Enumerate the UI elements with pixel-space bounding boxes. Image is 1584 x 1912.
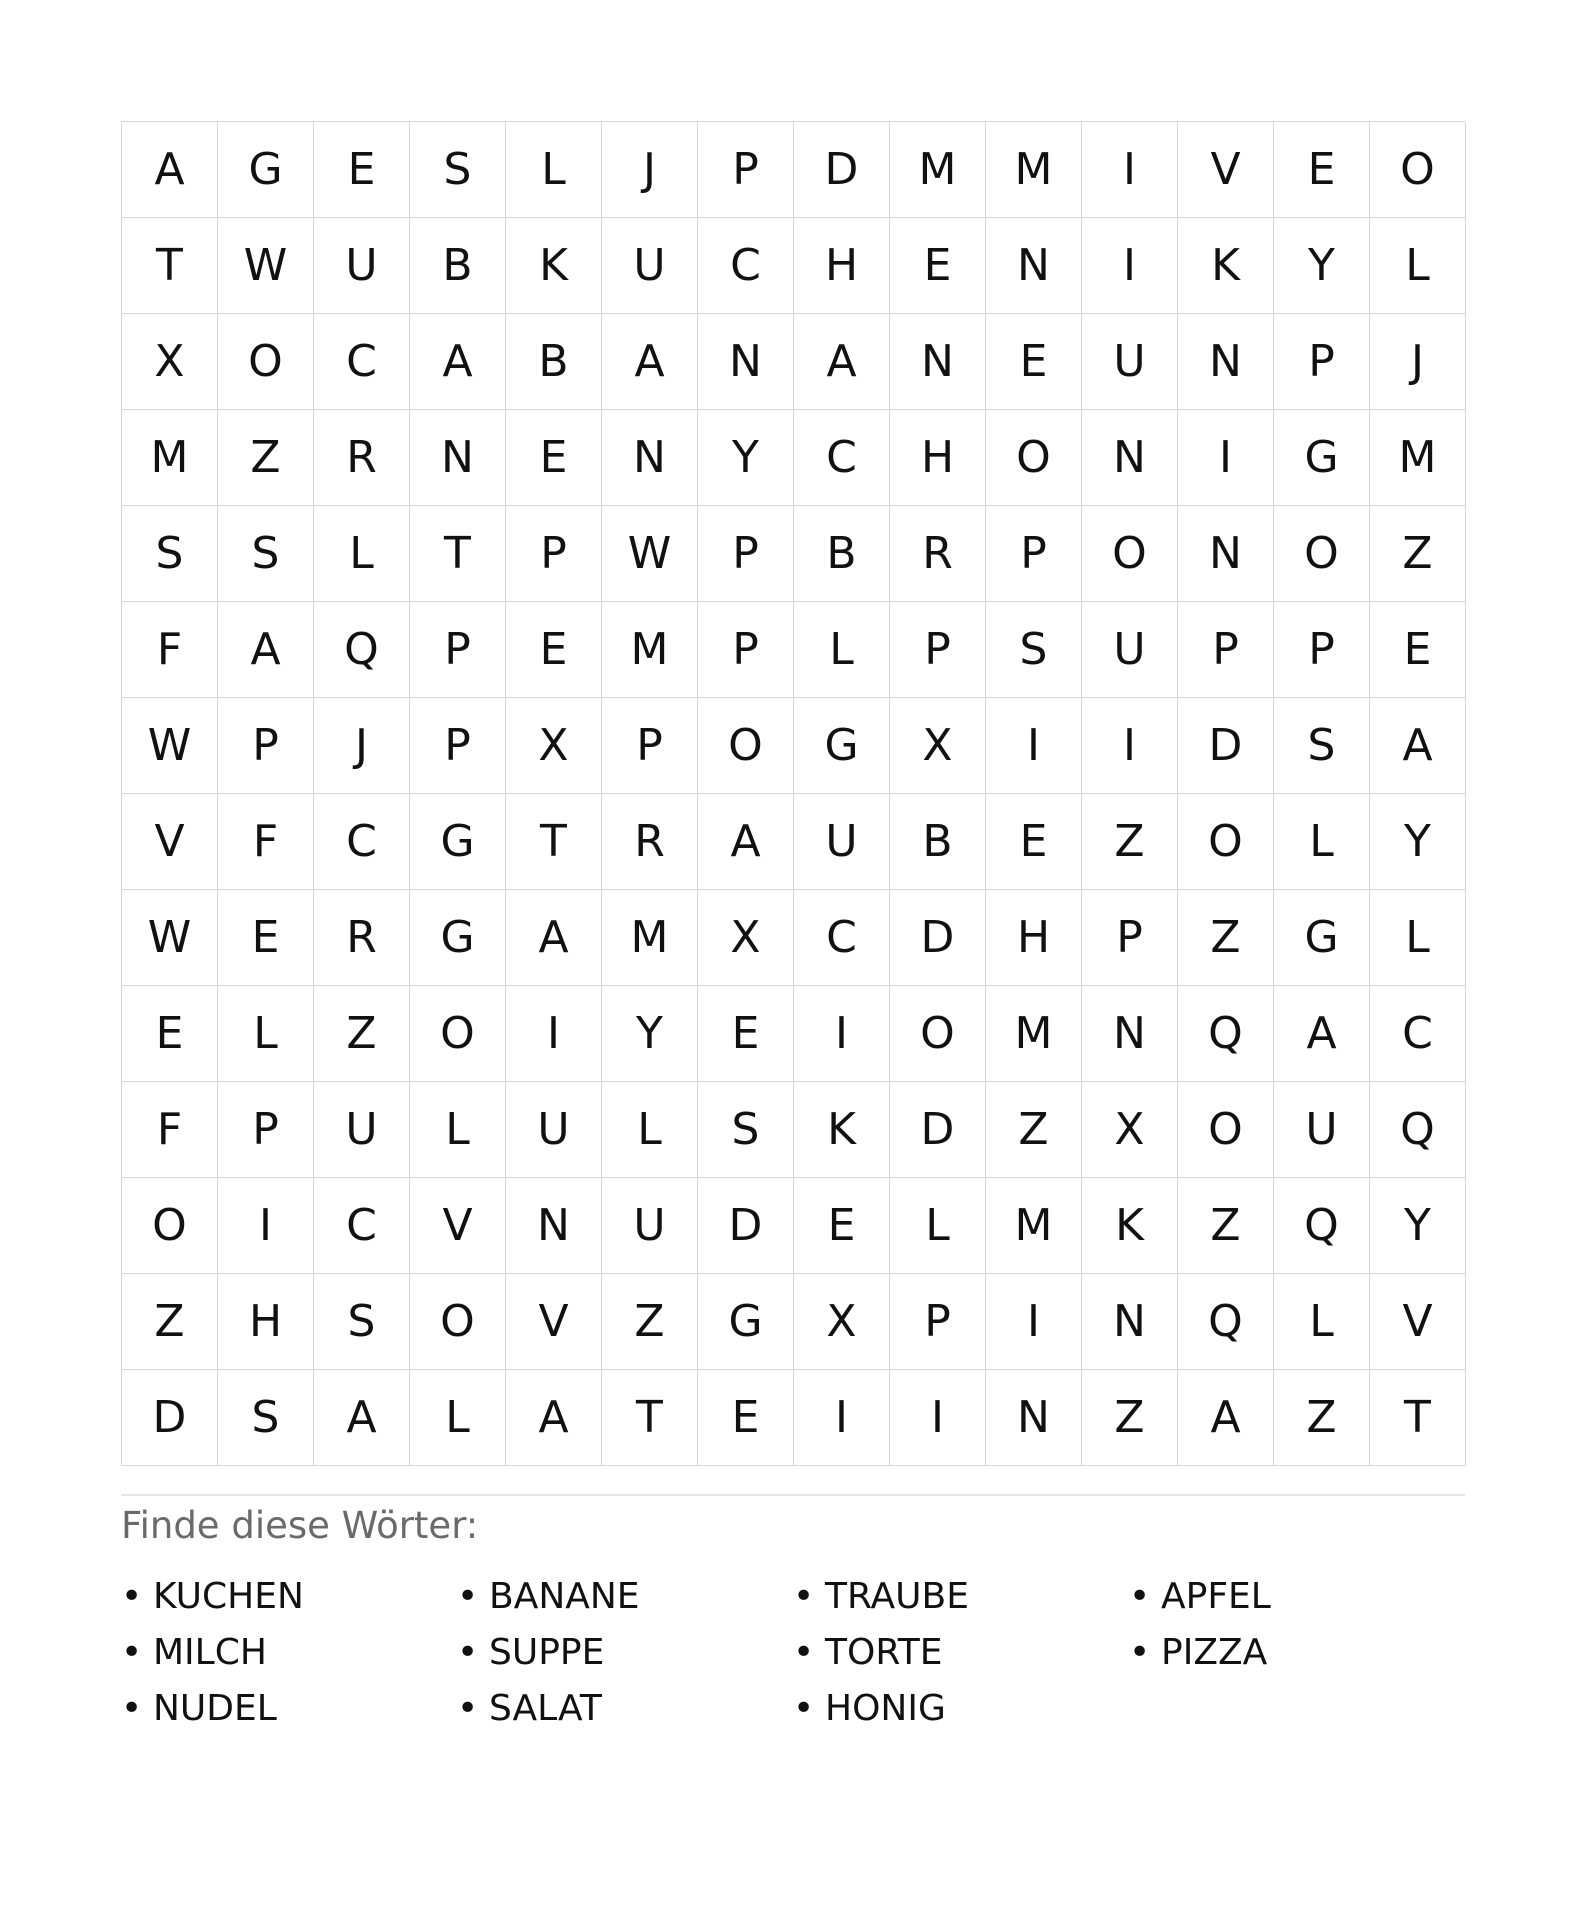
grid-cell[interactable]: O	[1082, 506, 1178, 602]
grid-cell[interactable]: A	[314, 1370, 410, 1466]
grid-cell[interactable]: L	[1274, 1274, 1370, 1370]
grid-cell[interactable]: N	[602, 410, 698, 506]
grid-cell[interactable]: L	[1370, 890, 1466, 986]
grid-cell[interactable]: X	[506, 698, 602, 794]
grid-cell[interactable]: R	[314, 890, 410, 986]
grid-cell[interactable]: R	[890, 506, 986, 602]
grid-cell[interactable]: A	[122, 122, 218, 218]
grid-cell[interactable]: L	[218, 986, 314, 1082]
grid-cell[interactable]: N	[410, 410, 506, 506]
grid-cell[interactable]: I	[986, 1274, 1082, 1370]
grid-cell[interactable]: H	[890, 410, 986, 506]
grid-cell[interactable]: Y	[602, 986, 698, 1082]
grid-cell[interactable]: Z	[1274, 1370, 1370, 1466]
grid-cell[interactable]: V	[1370, 1274, 1466, 1370]
grid-cell[interactable]: K	[1178, 218, 1274, 314]
grid-cell[interactable]: S	[314, 1274, 410, 1370]
grid-cell[interactable]: O	[122, 1178, 218, 1274]
grid-cell[interactable]: N	[1178, 506, 1274, 602]
grid-cell[interactable]: M	[890, 122, 986, 218]
grid-cell[interactable]: W	[122, 890, 218, 986]
grid-cell[interactable]: X	[794, 1274, 890, 1370]
grid-cell[interactable]: O	[698, 698, 794, 794]
grid-cell[interactable]: D	[890, 890, 986, 986]
grid-cell[interactable]: O	[410, 986, 506, 1082]
grid-cell[interactable]: L	[890, 1178, 986, 1274]
grid-cell[interactable]: K	[506, 218, 602, 314]
grid-cell[interactable]: I	[890, 1370, 986, 1466]
grid-cell[interactable]: P	[1178, 602, 1274, 698]
word-list-item	[121, 1568, 457, 1624]
letter-grid	[121, 121, 1465, 1466]
grid-cell[interactable]: Z	[1178, 890, 1274, 986]
grid-cell[interactable]: C	[314, 314, 410, 410]
grid-cell[interactable]: I	[986, 698, 1082, 794]
grid-cell[interactable]: S	[218, 1370, 314, 1466]
grid-cell[interactable]: X	[122, 314, 218, 410]
grid-cell[interactable]: V	[506, 1274, 602, 1370]
grid-cell[interactable]: O	[986, 410, 1082, 506]
grid-cell[interactable]: P	[506, 506, 602, 602]
grid-cell[interactable]: U	[314, 1082, 410, 1178]
grid-cell[interactable]: E	[122, 986, 218, 1082]
grid-cell[interactable]: Z	[314, 986, 410, 1082]
grid-cell[interactable]: Q	[1178, 1274, 1274, 1370]
grid-cell[interactable]: E	[698, 1370, 794, 1466]
grid-cell[interactable]: G	[1274, 890, 1370, 986]
grid-cell[interactable]: N	[1082, 410, 1178, 506]
grid-cell[interactable]: Z	[1370, 506, 1466, 602]
grid-cell[interactable]: E	[1274, 122, 1370, 218]
grid-cell[interactable]: L	[602, 1082, 698, 1178]
grid-cell[interactable]: N	[1178, 314, 1274, 410]
grid-cell[interactable]: C	[1370, 986, 1466, 1082]
grid-cell[interactable]: B	[506, 314, 602, 410]
grid-cell[interactable]: C	[698, 218, 794, 314]
grid-cell[interactable]: X	[890, 698, 986, 794]
word-label: PIZZA	[1161, 1631, 1268, 1673]
grid-cell[interactable]: P	[602, 698, 698, 794]
bullet-icon: •	[121, 1631, 143, 1673]
grid-cell[interactable]: I	[218, 1178, 314, 1274]
grid-cell[interactable]: U	[1274, 1082, 1370, 1178]
grid-cell[interactable]: A	[410, 314, 506, 410]
grid-cell[interactable]: S	[986, 602, 1082, 698]
grid-cell[interactable]: E	[218, 890, 314, 986]
grid-cell[interactable]: T	[410, 506, 506, 602]
grid-cell[interactable]: R	[314, 410, 410, 506]
grid-cell[interactable]: U	[602, 218, 698, 314]
word-list-item	[793, 1680, 1129, 1736]
grid-cell[interactable]: E	[1370, 602, 1466, 698]
grid-cell[interactable]: E	[986, 314, 1082, 410]
grid-cell[interactable]: K	[1082, 1178, 1178, 1274]
grid-cell[interactable]: A	[1370, 698, 1466, 794]
grid-cell[interactable]: P	[698, 602, 794, 698]
grid-cell[interactable]: G	[218, 122, 314, 218]
grid-cell[interactable]: Y	[1274, 218, 1370, 314]
bullet-icon: •	[793, 1575, 815, 1617]
grid-cell[interactable]: Z	[218, 410, 314, 506]
grid-cell[interactable]: F	[122, 1082, 218, 1178]
bullet-icon: •	[1129, 1575, 1151, 1617]
word-search-puzzle	[121, 121, 1465, 1736]
grid-cell[interactable]: A	[506, 890, 602, 986]
grid-cell[interactable]: B	[890, 794, 986, 890]
grid-cell[interactable]: E	[698, 986, 794, 1082]
grid-cell[interactable]: I	[1082, 698, 1178, 794]
grid-cell[interactable]: F	[218, 794, 314, 890]
grid-cell[interactable]: M	[986, 986, 1082, 1082]
grid-cell[interactable]: P	[1274, 314, 1370, 410]
grid-cell[interactable]: O	[410, 1274, 506, 1370]
word-label: MILCH	[153, 1631, 267, 1673]
grid-cell[interactable]: W	[602, 506, 698, 602]
grid-cell[interactable]: S	[410, 122, 506, 218]
grid-cell[interactable]: G	[698, 1274, 794, 1370]
word-list-item	[1129, 1624, 1465, 1680]
grid-cell[interactable]: H	[986, 890, 1082, 986]
grid-cell[interactable]: O	[890, 986, 986, 1082]
grid-cell[interactable]: S	[1274, 698, 1370, 794]
grid-cell[interactable]: Q	[1178, 986, 1274, 1082]
bullet-icon: •	[457, 1575, 479, 1617]
grid-cell[interactable]: G	[794, 698, 890, 794]
grid-cell[interactable]: P	[986, 506, 1082, 602]
grid-cell[interactable]: A	[506, 1370, 602, 1466]
word-list-item	[1129, 1568, 1465, 1624]
grid-cell[interactable]: L	[314, 506, 410, 602]
word-label: TORTE	[825, 1631, 943, 1673]
word-list-item	[457, 1568, 793, 1624]
word-list-item	[457, 1624, 793, 1680]
divider	[121, 1494, 1465, 1496]
word-label: BANANE	[489, 1575, 640, 1617]
grid-cell[interactable]: O	[1370, 122, 1466, 218]
grid-cell[interactable]: G	[410, 890, 506, 986]
grid-cell[interactable]: U	[1082, 602, 1178, 698]
grid-cell[interactable]: S	[698, 1082, 794, 1178]
grid-cell[interactable]: A	[698, 794, 794, 890]
bullet-icon: •	[457, 1631, 479, 1673]
grid-cell[interactable]: C	[794, 890, 890, 986]
grid-cell[interactable]: T	[602, 1370, 698, 1466]
grid-cell[interactable]: U	[314, 218, 410, 314]
grid-cell[interactable]: O	[218, 314, 314, 410]
grid-cell[interactable]: R	[602, 794, 698, 890]
grid-cell[interactable]: A	[1178, 1370, 1274, 1466]
word-list-item	[793, 1624, 1129, 1680]
grid-cell[interactable]: P	[410, 602, 506, 698]
word-label: TRAUBE	[825, 1575, 969, 1617]
word-label: APFEL	[1161, 1575, 1271, 1617]
grid-cell[interactable]: N	[1082, 986, 1178, 1082]
grid-cell[interactable]: G	[410, 794, 506, 890]
bullet-icon: •	[793, 1687, 815, 1729]
grid-cell[interactable]: D	[1178, 698, 1274, 794]
grid-cell[interactable]: X	[1082, 1082, 1178, 1178]
grid-cell[interactable]: N	[698, 314, 794, 410]
grid-cell[interactable]: S	[122, 506, 218, 602]
bullet-icon: •	[121, 1687, 143, 1729]
grid-cell[interactable]: P	[1274, 602, 1370, 698]
grid-cell[interactable]: V	[410, 1178, 506, 1274]
grid-cell[interactable]: U	[1082, 314, 1178, 410]
grid-cell[interactable]: W	[218, 218, 314, 314]
grid-cell[interactable]: A	[602, 314, 698, 410]
grid-cell[interactable]: U	[602, 1178, 698, 1274]
grid-cell[interactable]: O	[1178, 794, 1274, 890]
grid-cell[interactable]: E	[794, 1178, 890, 1274]
grid-cell[interactable]: L	[410, 1082, 506, 1178]
grid-cell[interactable]: P	[698, 122, 794, 218]
grid-cell[interactable]: T	[506, 794, 602, 890]
grid-cell[interactable]: G	[1274, 410, 1370, 506]
grid-cell[interactable]: X	[698, 890, 794, 986]
word-label: HONIG	[825, 1687, 946, 1729]
grid-cell[interactable]: C	[794, 410, 890, 506]
grid-cell[interactable]: N	[986, 1370, 1082, 1466]
grid-cell[interactable]: E	[314, 122, 410, 218]
bullet-icon: •	[121, 1575, 143, 1617]
grid-cell[interactable]: I	[794, 1370, 890, 1466]
word-list-item	[793, 1568, 1129, 1624]
grid-cell[interactable]: U	[506, 1082, 602, 1178]
grid-cell[interactable]: M	[122, 410, 218, 506]
grid-cell[interactable]: M	[1370, 410, 1466, 506]
grid-cell[interactable]: E	[506, 602, 602, 698]
grid-cell[interactable]: Z	[602, 1274, 698, 1370]
grid-cell[interactable]: A	[794, 314, 890, 410]
bullet-icon: •	[1129, 1631, 1151, 1673]
grid-cell[interactable]: Q	[314, 602, 410, 698]
grid-cell[interactable]: I	[794, 986, 890, 1082]
grid-cell[interactable]: P	[1082, 890, 1178, 986]
grid-cell[interactable]: T	[1370, 1370, 1466, 1466]
grid-cell[interactable]: Z	[1082, 1370, 1178, 1466]
grid-cell[interactable]: Y	[1370, 794, 1466, 890]
grid-cell[interactable]: P	[890, 1274, 986, 1370]
grid-cell[interactable]: E	[890, 218, 986, 314]
grid-cell[interactable]: I	[1178, 410, 1274, 506]
grid-cell[interactable]: E	[506, 410, 602, 506]
grid-cell[interactable]: I	[1082, 122, 1178, 218]
grid-cell[interactable]: V	[122, 794, 218, 890]
grid-cell[interactable]: O	[1178, 1082, 1274, 1178]
grid-cell[interactable]: N	[986, 218, 1082, 314]
grid-cell[interactable]: L	[1274, 794, 1370, 890]
grid-cell[interactable]: J	[1370, 314, 1466, 410]
grid-cell[interactable]: L	[1370, 218, 1466, 314]
grid-cell[interactable]: E	[986, 794, 1082, 890]
grid-cell[interactable]: N	[890, 314, 986, 410]
grid-cell[interactable]: L	[410, 1370, 506, 1466]
grid-cell[interactable]: C	[314, 1178, 410, 1274]
grid-cell[interactable]: M	[986, 122, 1082, 218]
grid-cell[interactable]: I	[506, 986, 602, 1082]
grid-cell[interactable]: Q	[1370, 1082, 1466, 1178]
grid-cell[interactable]: J	[314, 698, 410, 794]
grid-cell[interactable]: Y	[698, 410, 794, 506]
word-label: SALAT	[489, 1687, 602, 1729]
word-list	[121, 1568, 1465, 1736]
grid-cell[interactable]: P	[218, 698, 314, 794]
word-list-item	[121, 1680, 457, 1736]
grid-cell[interactable]: C	[314, 794, 410, 890]
grid-cell[interactable]: A	[1274, 986, 1370, 1082]
grid-cell[interactable]: A	[218, 602, 314, 698]
grid-cell[interactable]: P	[410, 698, 506, 794]
grid-cell[interactable]: F	[122, 602, 218, 698]
grid-cell[interactable]: D	[698, 1178, 794, 1274]
grid-cell[interactable]: T	[122, 218, 218, 314]
grid-cell[interactable]: O	[1274, 506, 1370, 602]
grid-cell[interactable]: M	[986, 1178, 1082, 1274]
grid-cell[interactable]: K	[794, 1082, 890, 1178]
grid-cell[interactable]: L	[506, 122, 602, 218]
grid-cell[interactable]: Z	[986, 1082, 1082, 1178]
grid-cell[interactable]: H	[218, 1274, 314, 1370]
word-list-heading: Finde diese Wörter:	[121, 1504, 479, 1547]
word-label: KUCHEN	[153, 1575, 304, 1617]
grid-cell[interactable]: B	[410, 218, 506, 314]
grid-cell[interactable]: N	[506, 1178, 602, 1274]
grid-cell[interactable]: P	[698, 506, 794, 602]
grid-cell[interactable]: H	[794, 218, 890, 314]
grid-cell[interactable]: Y	[1370, 1178, 1466, 1274]
bullet-icon: •	[793, 1631, 815, 1673]
word-label: NUDEL	[153, 1687, 277, 1729]
grid-cell[interactable]: W	[122, 698, 218, 794]
grid-cell[interactable]: Q	[1274, 1178, 1370, 1274]
bullet-icon: •	[457, 1687, 479, 1729]
grid-cell[interactable]: U	[794, 794, 890, 890]
grid-cell[interactable]: M	[602, 890, 698, 986]
grid-cell[interactable]: M	[602, 602, 698, 698]
grid-cell[interactable]: L	[794, 602, 890, 698]
grid-cell[interactable]: N	[1082, 1274, 1178, 1370]
grid-cell[interactable]: J	[602, 122, 698, 218]
grid-cell[interactable]: S	[218, 506, 314, 602]
grid-cell[interactable]: Z	[1082, 794, 1178, 890]
grid-cell[interactable]: Z	[122, 1274, 218, 1370]
grid-cell[interactable]: D	[122, 1370, 218, 1466]
word-list-item	[121, 1624, 457, 1680]
grid-cell[interactable]: B	[794, 506, 890, 602]
grid-cell[interactable]: D	[794, 122, 890, 218]
word-label: SUPPE	[489, 1631, 605, 1673]
word-list-item	[457, 1680, 793, 1736]
grid-cell[interactable]: P	[218, 1082, 314, 1178]
grid-cell[interactable]: D	[890, 1082, 986, 1178]
grid-cell[interactable]: V	[1178, 122, 1274, 218]
grid-cell[interactable]: P	[890, 602, 986, 698]
grid-cell[interactable]: Z	[1178, 1178, 1274, 1274]
grid-cell[interactable]: I	[1082, 218, 1178, 314]
